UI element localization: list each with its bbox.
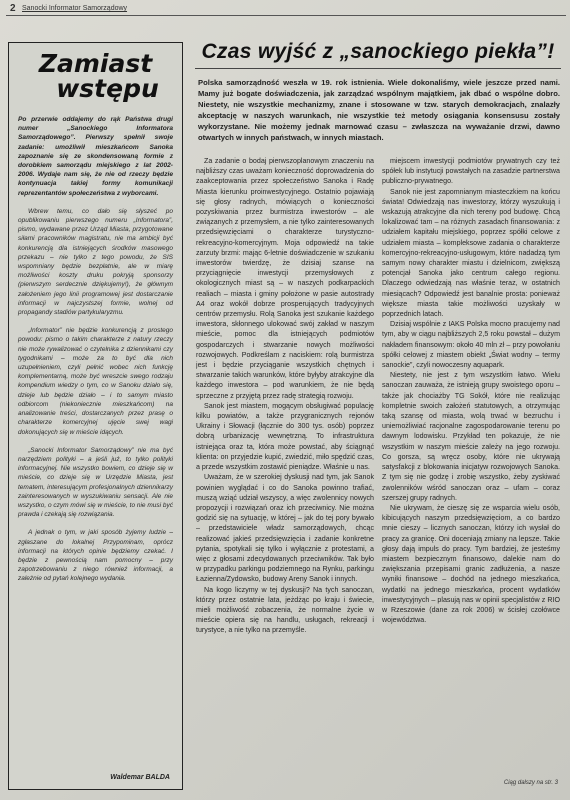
article-lead: Polska samorządność weszła w 19. rok istnienia. Wiele dokonaliśmy, wiele jeszcze przed nami. Mamy już bogate doświadczenia, jak zarządzać wspólnym majątkiem, jak dbać o wspólne dobro. Niestety, nie wszystkie mechanizmy, znane i stosowane w tzw. starych demokracjach, znalazły akceptację w naszych warunkach, nie wszystkie też metody osiągania konsensusu zostały wykorzystane. Nie możemy jednak marnować czasu – zwłaszcza na wyważanie drzwi, dawno otwartych w innych państwach, w innych miastach. xyxy=(198,78,560,142)
sidebar-title xyxy=(18,51,173,101)
continued-note: Ciąg dalszy na str. 3 xyxy=(503,780,558,786)
sidebar-paragraph: „Sanocki Informator Samorządowy” nie ma być narzędziem polityki – a jeśli już, to tylko polityki informacyjnej. Nie wszystko bowiem, co dzieje się w mieście, co dzieje się w Urzędzie Miasta, jest tematem, interesującym profesjonalnych dziennikarzy zainteresowanych w wyszukiwaniu sensacji. Ale nie wszystko, o czym mówi się w mieście, to nie musi być prawda i czekają się rozwiązania. xyxy=(18,446,173,519)
article-column-2 xyxy=(382,156,560,768)
sidebar-paragraph: Wbrew temu, co dało się słyszeć po opublikowaniu pierwszego numeru „Informatora”, pismo, wydawane przez Urząd Miasta, przygotowane siłami pracowników magistratu, nie ma ambicji być konkurencją dla istniejących środków masowego przekazu – nie tylko z tego powodu, że SIS wspomniany będzie bezpłatnie, ale w miarę możliwości koszty druku pokryją sponsorzy (pierwszym serdecznie dziękujemy!), że głównym założeniem jego linii programowej jest dostarczanie informacji w najczystszej formie, wolnej od propagandy stadiów partykularyzmu. xyxy=(18,207,173,317)
header-rule xyxy=(6,15,566,16)
article-paragraph: miejscem inwestycji podmiotów prywatnych czy też spółek lub instytucji powstałych na zasadzie partnerstwa publiczno-prywatnego. xyxy=(382,157,560,186)
article-paragraph: Uważam, że w szerokiej dyskusji nad tym, jak Sanok powinien wyglądać i co do Sanoka powinno trafiać, muszą wziąć udział wszyscy, a więc zwolennicy nowych propozycji i rozwiązań oraz ich przeciwnicy. Nie można godzić się na sytuację, w której – jak do tej pory bywało – przedstawiciele władz samorządowych, chcąc realizować jakieś przedsięwzięcia i zadanie konkretne pytania, spotykali się tylko i wyłącznie z protestami, a więc z głosami zdecydowanych przeciwników. Tak było w przypadku parkingu podziemnego na Rynku, parkingu Łazienna/Zydowsko, budowy Areny Sanok i innych. xyxy=(196,473,374,584)
article-paragraph: Dzisiaj wspólnie z IAKS Polska mocno pracujemy nad tym, aby w ciągu najbliższych 2,5 roku powstał – dużym nakładem finansowym: około 40 mln zł – przy powołaniu spółki celowej z miastem obiekt „Świat wodny – termy sanockie”, czyli nowoczesny aquapark. xyxy=(382,320,560,370)
title-rule xyxy=(195,68,561,69)
article-paragraph: Niestety, nie jest z tym wszystkim łatwo. Wielu sanoczan zauważa, że istnieją grupy swoistego oporu – także jak chociażby TG Sokół, które nie realizując kompletnie swoich założeń statutowych, a otrzymując taką szansę od miasta, wolą trwać w bezruchu i uniemożliwiać racjonalne zagospodarowanie terenu po dawnym lodowisku. Przykład ten pokazuje, że nie wszystkim w naszym mieście zależy na jego rozwoju. Co gorsza, są wręcz osoby, które nie ukrywają satysfakcji z blokowania inicjatyw rozwojowych Sanoka. Z tym się nie godzę i zrobię wszystko, żeby zyskiwać zwolenników wśród sanoczan oraz – ufam – coraz szerszej grupy radnych. xyxy=(382,371,560,502)
sidebar-signature: Waldemar BALDA xyxy=(110,774,170,781)
sidebar-box xyxy=(8,42,183,790)
article-paragraph: Sanok nie jest zapomnianym miasteczkiem na końcu świata! Odwiedzają nas inwestorzy, którzy wyszukują i wskazują atrakcyjne dla nich tereny pod budowę. Chcą lokalizować tam – na różnych zasadach finansowania: z udziałem kapitału miejskiego, poprzez spółki celowe z udziałem miasta – kompleksowe zadania o charakterze komercyjno-rekreacyjno-usługowym, które nadadzą tym samym nowy charakter miastu i dzielnicom, zwiększą potencjał Sanoka jako centrum całego regionu. Dlaczego odwiedzają nas właśnie teraz, w ostatnich miesiącach? Odpowiedź jest banalnie prosta: ponieważ większe miasta takie możliwości uzyskały w poprzednich latach. xyxy=(382,187,560,319)
sidebar-paragraph: „Informator” nie będzie konkurencją z prostego powodu: pismo o takim charakterze z natury rzeczy nie może rywalizować o czytelnika z dziennikami czy tygodnikami – może za to być dla nich uzupełnieniem, czyli pełnić wobec nich funkcję komplementarną, może być wreszcie swego rodzaju kompendium wiedzy o tym, co w Sanoku działo się, dzieje lub będzie działo – i to samym miasto odbiorcom (niekoniecznie mieszkańcom) na analizowanie treści, dostarczanych przez prasę o charakterze komercyjnej ujęcie swej wagi dokonujących się w mieście idących. xyxy=(18,327,173,436)
running-header xyxy=(6,4,566,14)
sidebar-title-line1: Zamiast xyxy=(38,49,153,78)
article-paragraph: Nie ukrywam, że cieszę się ze wsparcia wielu osób, kibicujących naszym przedsięwzięciom, a co bardzo mnie cieszy – licznych sanoczan, którzy ich wysłał do pracy za granicę. Oni doceniają zmiany na lepsze. Takie głosy dają impuls do pracy. Tym bardziej, że jesteśmy miastem bezpiecznym finansowo, dalekie nam do zwiększania przepisami granic zadłużenia, a nasze wyniki finansowe – dochód na jednego mieszkańca, wydatki na jednego mieszkańca, procent wydatków inwestycyjnych – plasują nas w opinii specjalistów z RIO w Rzeszowie (dane za rok 2006) w ścisłej czołówce województwa. xyxy=(382,503,560,625)
article-title: Czas wyjść z „sanockiego piekła”! xyxy=(201,40,555,63)
sidebar-title-line2: wstępu xyxy=(56,74,159,103)
article-paragraph: Sanok jest miastem, mogącym obsługiwać populację kilku powiatów, a także przygranicznych rejonów Ukrainy i Słowacji (łącznie do 300 tys. osób) poprzez dobrą urbanizację wewnętrzną. To infrastruktura istniejąca oraz ta, która może powstać, aby ściągnąć klienta: on przyjedzie kupić, zwiedzić, miło spędzić czas, a przede wszystkim zostawić pieniądze. Właśnie u nas. xyxy=(196,401,374,472)
page-number: 2 xyxy=(10,3,16,14)
sidebar-paragraph: A jednak o tym, w jaki sposób żyjemy ludzie – zgłaszane do lokalnej Przypominam, oprócz informacji na których opinie będziemy czekać. I będzie z pewnością nam pomocny – przy zapotrzebowaniu z niego również informacji, a zależnie od pytań kolejnego wydania. xyxy=(18,529,173,583)
article-paragraph: Za zadanie o bodaj pierwszoplanowym znaczeniu na najbliższy czas uważam konieczność doprowadzenia do zaakceptowania przez społeczeństwo Sanoka i Radę Miasta kierunku proinwestycyjnego. Ostatnio pojawiają się głosy radnych, mówiących o konieczności pozyskiwania przez burmistrza inwestorów – ale związanych z przemysłem, a nie tylko zainteresowanych przedsięwzięciami o charakterze turystyczno-rekreacyjno-komercyjnym. Moja odpowiedź na takie zarzuty brzmi: mając 6-letnie doświadczenie w szukaniu inwestorów twierdzę, że dzisiaj szanse na przyciągnięcie inwestycji przemysłowych z okologicznych miast są – w naszych podkarpackich realiach – miasta i gminy położone w pasie autostrady A4 oraz wokół dobrze prosperujących tradycyjnych centrów przemysłu. Rolą Sanoka jest szukanie każdego inwestora, skłonnego ulokować swój zakład w naszym mieście, pomoc dla istniejących podmiotów gospodarczych i stwarzanie nowych możliwości rozwojowych. Podkreślam z naciskiem: rolą burmistrza jest i będzie przyciąganie wszystkich chętnych i stwarzanie takich warunków, które byłyby atrakcyjne dla każdego inwestora – pod warunkiem, że nie będą sprzeczne z przyjętą przez radę strategią rozwoju. xyxy=(196,157,374,400)
article-paragraph: Na kogo liczymy w tej dyskusji? Na tych sanoczan, którzy przez ostatnie lata, jeżdżąc po kraju i świecie, mieli możliwość zobaczenia, że normalne życie w mieście opiera się na handlu, usługach, rekreacji i turystyce, a nie tylko na przemyśle. xyxy=(196,585,374,635)
sidebar-lead: Po przerwie oddajemy do rąk Państwa drugi numer „Sanockiego Informatora Samorządowego”. Pierwszy spełnił swoje zadanie: umożliwił mieszkańcom Sanoka zapoznanie się ze skondensowaną formie z dorobkiem samorządu miejskiego z lat 2002-2006. Wydaje nam się, że nie od rzeczy będzie kontynuacja takiej formy komunikacji reprezentantów społeczeństwa z wyborcami. xyxy=(18,116,173,197)
running-head-title: Sanocki Informator Samorządowy xyxy=(22,5,128,12)
article-column-1 xyxy=(196,156,374,768)
